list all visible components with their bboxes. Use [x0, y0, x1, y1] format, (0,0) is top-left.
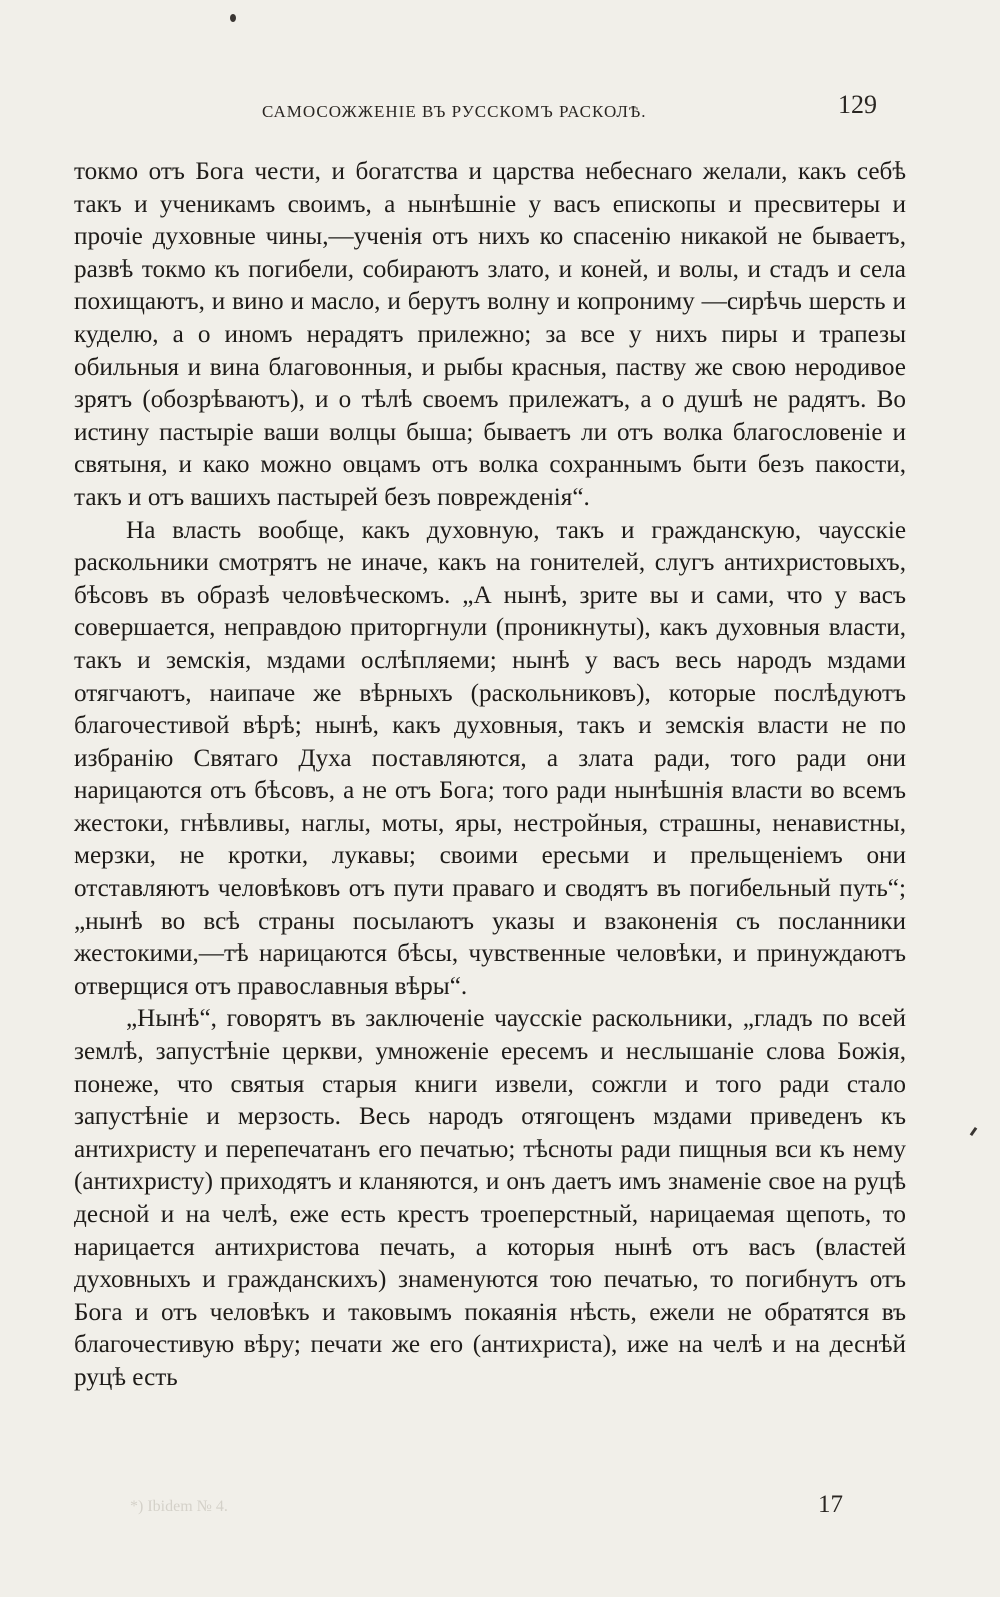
ink-tick — [970, 1127, 978, 1136]
bleed-through-footnote: *) Ibidem № 4. — [130, 1498, 228, 1515]
signature-mark: 17 — [818, 1491, 843, 1518]
ink-dot — [230, 14, 236, 22]
paragraph: токмо отъ Бога чести, и богатства и царства небеснаго желали, какъ себѣ такъ и ученикамъ своимъ, а нынѣшніе у васъ епископы и пресвитеры и прочіе духовные чины,—ученія отъ нихъ ко спасенію никакой не бываетъ, развѣ токмо къ погибели, собираютъ злато, и коней, и волы, и стадъ и села похищаютъ, и вино и масло, и берутъ волну и копрониму —сирѣчь шерсть и куделю, а о иномъ нерадятъ прилежно; за все у нихъ пиры и трапезы обильныя и вина благовонныя, и рыбы красныя, паству же свою неродивое зрятъ (обозрѣваютъ), и о тѣлѣ своемъ прилежатъ, а о душѣ не радятъ. Во истину пастыріе ваши волцы быша; бываетъ ли отъ волка благословеніе и святыня, и како можно овцамъ отъ волка сохраннымъ быти безъ пакости, такъ и отъ вашихъ пастырей безъ поврежденія“. — [74, 158, 906, 511]
paragraph: На власть вообще, какъ духовную, такъ и гражданскую, чаусскіе раскольники смотрятъ не иначе, какъ на гонителей, слугъ антихристовыхъ, бѣсовъ въ образѣ человѣческомъ. „А нынѣ, зрите вы и сами, что у васъ совершается, неправдою приторгнули (проникнуты), какъ духовныя власти, такъ и земскія, мздами ослѣпляеми; нынѣ у васъ весь народъ мздами отягчаютъ, наипаче же вѣрныхъ (раскольниковъ), которые послѣдуютъ благочестивой вѣрѣ; нынѣ, какъ духовныя, такъ и земскія власти не по избранію Святаго Духа поставляются, а злата ради, того ради они нарицаются отъ бѣсовъ, а не отъ Бога; того ради нынѣшнія власти во всемъ жестоки, гнѣвливы, наглы, моты, яры, нестройныя, страшны, ненавистны, мерзки, не кротки, лукавы; своими ересьми и прельщеніемъ они отставляютъ человѣковъ отъ пути праваго и сводятъ въ погибельный путь“; „нынѣ во всѣ страны посылаютъ указы и взаконенія съ посланники жестокими,—тѣ нарицаются бѣсы, чувственные человѣки, и принуждаютъ отверщися отъ православныя вѣры“. — [74, 516, 906, 1000]
paragraph: „Нынѣ“, говорятъ въ заключеніе чаусскіе раскольники, „гладъ по всей землѣ, запустѣніе церкви, умноженіе ересемъ и неслышаніе слова Божія, понеже, что святыя старыя книги извели, сожгли и того ради стало запустѣніе и мерзость. Весь народъ отягощенъ мздами приведенъ къ антихристу и перепечатанъ его печатью; тѣсноты ради пищныя вси къ нему (антихристу) приходятъ и кланяются, и онъ даетъ имъ знаменіе свое на руцѣ десной и на челѣ, еже есть крестъ троеперстный, нарицаемая щепоть, то нарицается антихристова печать, а которыя нынѣ отъ васъ (властей духовныхъ и гражданскихъ) знаменуются тою печатью, то погибнутъ отъ Бога и отъ человѣкъ и таковымъ покаянія нѣсть, ежели не обратятся въ благочестивую вѣру; печати же его (антихриста), иже на челѣ и на деснѣй руцѣ есть — [74, 1005, 906, 1391]
body-text — [74, 156, 906, 1395]
page-header — [0, 88, 1000, 128]
page-number: 129 — [838, 90, 877, 119]
running-head: САМОСОЖЖЕНІЕ ВЪ РУССКОМЪ РАСКОЛѢ. — [262, 102, 647, 121]
